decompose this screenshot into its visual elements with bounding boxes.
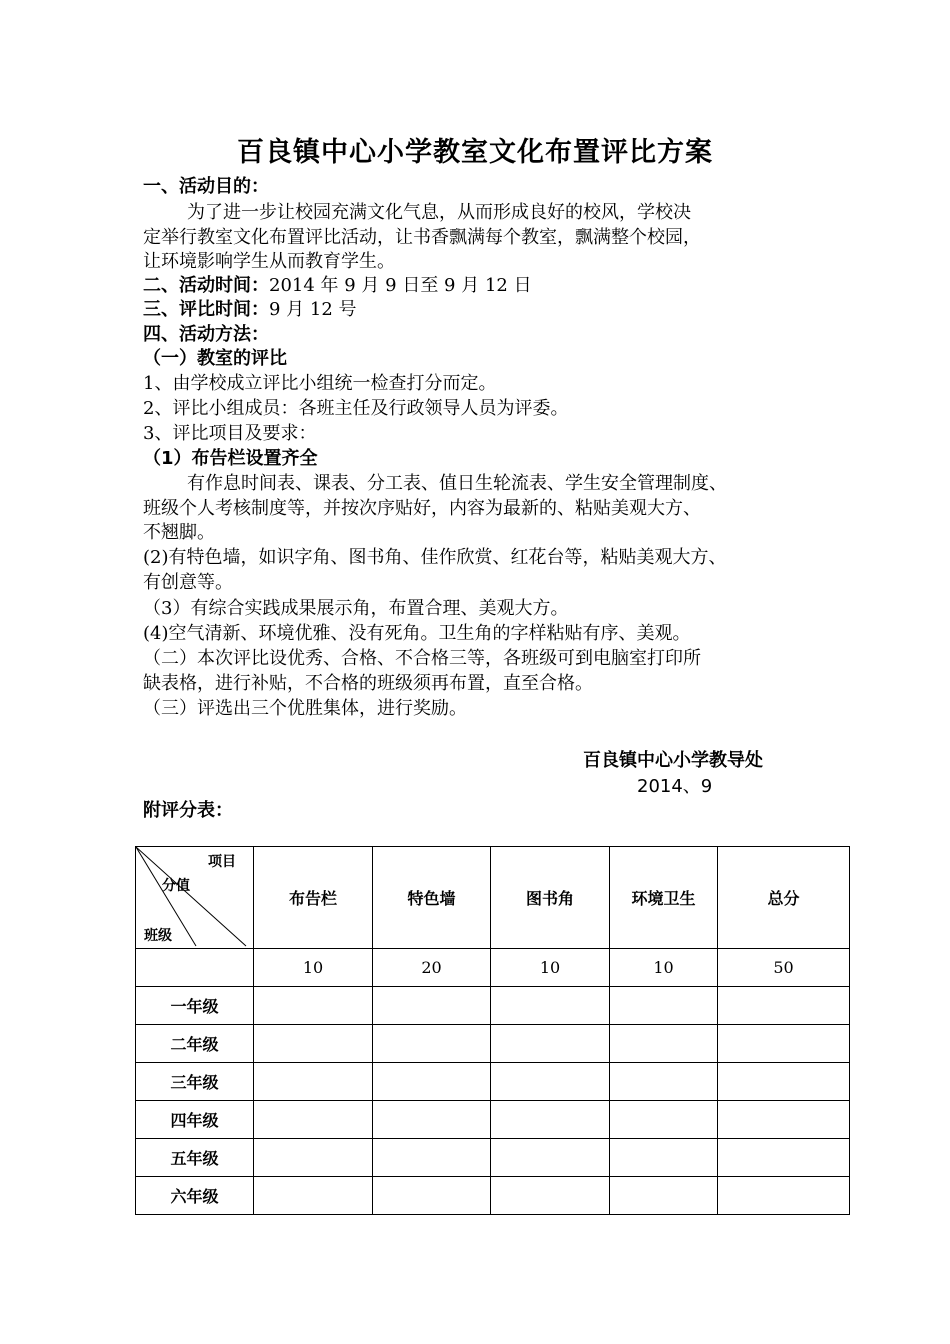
table-cell: [610, 1025, 718, 1063]
table-cell: [491, 1025, 610, 1063]
section-2-heading: 二、活动时间：: [143, 275, 269, 296]
method-item-2: 2、评比小组成员：各班主任及行政领导人员为评委。: [143, 398, 569, 419]
table-cell: [491, 1101, 610, 1139]
table-cell: [373, 1101, 491, 1139]
table-row: [136, 1177, 850, 1215]
row-label: 五年级: [136, 1139, 254, 1177]
column-header: 特色墙: [373, 847, 491, 949]
table-cell: [718, 1139, 850, 1177]
method-item-1: 1、由学校成立评比小组统一检查打分而定。: [143, 373, 497, 394]
requirement-3: （3）有综合实践成果展示角，布置合理、美观大方。: [143, 598, 569, 619]
table-cell: [373, 1063, 491, 1101]
subsection-1-heading: （一）教室的评比: [143, 348, 287, 369]
table-row: [136, 1025, 850, 1063]
corner-label-class: 班级: [144, 928, 172, 944]
table-cell: [254, 1177, 373, 1215]
method-item-3: 3、评比项目及要求：: [143, 423, 317, 444]
section-3-line: [143, 298, 357, 322]
requirement-4: (4)空气清新、环境优雅、没有死角。卫生角的字样粘贴有序、美观。: [143, 623, 691, 644]
table-cell: [610, 1063, 718, 1101]
score-value: 10: [610, 949, 718, 987]
table-cell: [718, 1025, 850, 1063]
table-cell: [373, 1139, 491, 1177]
table-cell: [718, 987, 850, 1025]
score-value: 10: [254, 949, 373, 987]
section-2-line: [143, 274, 532, 298]
table-cell: [373, 1177, 491, 1215]
requirement-1-line-2: 班级个人考核制度等，并按次序贴好，内容为最新的、粘贴美观大方、: [143, 498, 701, 519]
corner-label-item: 项目: [208, 854, 236, 870]
section-4-heading: 四、活动方法：: [143, 324, 269, 345]
table-cell: [491, 1063, 610, 1101]
section-1-para-line-1: 为了进一步让校园充满文化气息，从而形成良好的校风，学校决: [187, 202, 691, 223]
table-cell: [254, 987, 373, 1025]
table-row: [136, 1063, 850, 1101]
table-cell: [254, 1025, 373, 1063]
table-cell: [718, 1177, 850, 1215]
activity-time-value: 2014 年 9 月 9 日至 9 月 12 日: [269, 275, 532, 296]
section-3-heading: 三、评比时间：: [143, 299, 269, 320]
page-title: 百良镇中心小学教室文化布置评比方案: [237, 137, 713, 168]
table-row: [136, 1101, 850, 1139]
row-label: 二年级: [136, 1025, 254, 1063]
score-value: 20: [373, 949, 491, 987]
row-label: 三年级: [136, 1063, 254, 1101]
requirement-2-line-1: (2)有特色墙，如识字角、图书角、佳作欣赏、红花台等，粘贴美观大方、: [143, 547, 727, 568]
requirement-1-line-1: 有作息时间表、课表、分工表、值日生轮流表、学生安全管理制度、: [187, 473, 727, 494]
section-1-para-line-3: 让环境影响学生从而教育学生。: [143, 251, 395, 272]
requirement-1-line-3: 不翘脚。: [143, 522, 215, 543]
table-cell: [610, 1101, 718, 1139]
table-row: [136, 987, 850, 1025]
column-header: 图书角: [491, 847, 610, 949]
table-cell: [373, 1025, 491, 1063]
signature-date: 2014、9: [637, 776, 713, 797]
requirement-2-line-2: 有创意等。: [143, 572, 233, 593]
table-cell: [254, 1139, 373, 1177]
table-cell: [610, 1177, 718, 1215]
table-header-row: [136, 847, 850, 949]
score-value: 10: [491, 949, 610, 987]
table-cell: [491, 1177, 610, 1215]
table-cell: [254, 1063, 373, 1101]
corner-label-score: 分值: [162, 878, 190, 894]
row-label: 六年级: [136, 1177, 254, 1215]
corner-cell: [136, 847, 254, 949]
evaluation-time-value: 9 月 12 号: [269, 299, 357, 320]
table-cell: [136, 949, 254, 987]
subsection-2-line-2: 缺表格，进行补贴，不合格的班级须再布置，直至合格。: [143, 673, 593, 694]
table-cell: [610, 1139, 718, 1177]
score-value: 50: [718, 949, 850, 987]
section-1-heading: 一、活动目的：: [143, 176, 269, 197]
table-cell: [491, 987, 610, 1025]
table-cell: [491, 1139, 610, 1177]
table-row: [136, 1139, 850, 1177]
requirement-1-heading: （1）布告栏设置齐全: [143, 448, 318, 469]
subsection-3: （三）评选出三个优胜集体，进行奖励。: [143, 698, 467, 719]
score-table: [135, 846, 850, 1215]
column-header: 布告栏: [254, 847, 373, 949]
row-label: 一年级: [136, 987, 254, 1025]
table-cell: [373, 987, 491, 1025]
row-label: 四年级: [136, 1101, 254, 1139]
table-cell: [610, 987, 718, 1025]
appendix-label: 附评分表：: [143, 800, 233, 821]
table-cell: [254, 1101, 373, 1139]
table-cell: [718, 1063, 850, 1101]
column-header: 总分: [718, 847, 850, 949]
column-header: 环境卫生: [610, 847, 718, 949]
score-values-row: [136, 949, 850, 987]
table-cell: [718, 1101, 850, 1139]
section-1-para-line-2: 定举行教室文化布置评比活动，让书香飘满每个教室，飘满整个校园，: [143, 227, 701, 248]
signature-org: 百良镇中心小学教导处: [583, 750, 763, 771]
subsection-2-line-1: （二）本次评比设优秀、合格、不合格三等，各班级可到电脑室打印所: [143, 648, 701, 669]
